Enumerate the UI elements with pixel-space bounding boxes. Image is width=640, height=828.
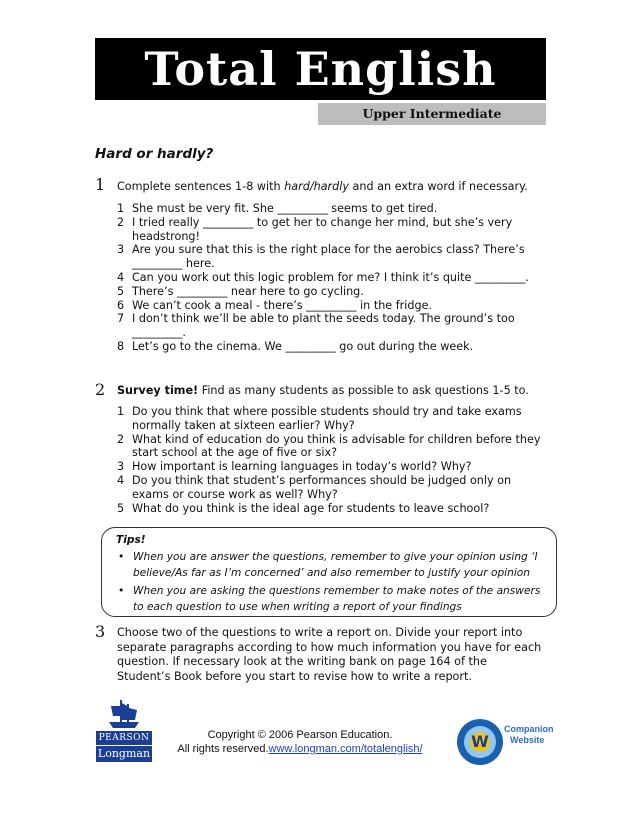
exercise2-item	[117, 405, 542, 433]
website-link[interactable]: www.longman.com/totalenglish/	[268, 743, 423, 755]
exercise1-item	[117, 299, 542, 313]
tip-text: When you are answer the questions, remember to give your opinion using ‘I believe/As far as I’m concerned’ and also remember to justify your opinion	[133, 551, 538, 579]
rights-line: All rights reserved.www.longman.com/totalenglish/	[177, 743, 423, 755]
exercise1-item-number: 5	[117, 284, 125, 298]
exercise2-item-number: 3	[117, 460, 125, 474]
badge-letter: W	[471, 732, 489, 751]
level-label: Upper Intermediate	[318, 103, 546, 125]
pearson-longman-logo	[96, 698, 152, 762]
publisher-longman: Longman	[97, 747, 151, 760]
exercise1-item	[117, 202, 542, 216]
exercise1-item-number: 1	[117, 202, 125, 215]
exercise2-item	[117, 460, 542, 474]
tips-box	[101, 527, 557, 617]
exercise1-item-text: I tried really _________ to get her to change her mind, but she’s very headstrong!	[132, 215, 513, 243]
copyright-block	[165, 728, 435, 756]
exercise2-item-text: Do you think that student’s performances should be judged only on exams or course work as well? Why?	[132, 473, 512, 501]
exercise2-item	[117, 502, 542, 516]
exercise2-item-text: Do you think that where possible students should try and take exams normally taken at sixteen earlier? Why?	[132, 405, 522, 432]
exercise1-item-number: 6	[117, 298, 125, 312]
exercise2-item-number: 4	[117, 473, 125, 487]
tip-item	[116, 583, 542, 615]
exercise-1-list	[117, 202, 542, 354]
exercise1-item	[117, 243, 542, 271]
exercise2-item-number: 5	[117, 501, 125, 515]
exercise1-item-text: I don’t think we’ll be able to plant the seeds today. The ground’s too _________.	[132, 312, 515, 340]
exercise2-item	[117, 474, 542, 502]
publisher-pearson: PEARSON	[98, 733, 150, 743]
exercise2-item-text: What kind of education do you think is advisable for children before they start school at the age of five or six?	[132, 432, 541, 460]
companion-label: Companion Website	[504, 724, 554, 745]
exercise-1-instruction: Complete sentences 1-8 with hard/hardly and an extra word if necessary.	[117, 180, 528, 193]
exercise-2-number: 2	[95, 380, 106, 399]
exercise1-item-text: We can’t cook a meal - there’s _________ in the fridge.	[132, 298, 433, 312]
exercise1-item	[117, 271, 542, 285]
tips-heading: Tips!	[116, 534, 146, 546]
exercise1-item-number: 2	[117, 215, 125, 229]
exercise-3-number: 3	[95, 622, 106, 641]
exercise-2-instruction: Survey time! Find as many students as possible to ask questions 1-5 to.	[117, 384, 529, 397]
worksheet-title: Hard or hardly?	[95, 146, 214, 162]
exercise1-item	[117, 285, 542, 299]
exercise2-item-text: How important is learning languages in today’s world? Why?	[132, 460, 472, 474]
exercise1-item-text: Can you work out this logic problem for me? I think it’s quite _________.	[132, 270, 529, 284]
exercise1-item-number: 4	[117, 270, 125, 284]
exercise2-item-number: 2	[117, 432, 125, 446]
exercise1-item-text: There’s _________ near here to go cycling.	[132, 284, 364, 298]
exercise1-item-text: She must be very fit. She _________ seems to get tired.	[132, 202, 438, 215]
header-banner: Total English	[95, 38, 546, 100]
exercise1-item-number: 8	[117, 339, 125, 353]
bullet-icon: •	[118, 585, 125, 597]
exercise1-item-text: Are you sure that this is the right place for the aerobics class? There’s _________ here.	[132, 243, 525, 271]
exercise1-item	[117, 340, 542, 354]
exercise1-item-number: 3	[117, 243, 125, 257]
exercise-1-number: 1	[95, 175, 106, 194]
tip-text: When you are asking the questions remember to make notes of the answers to each question to use when writing a report of your findings	[133, 585, 541, 613]
exercise1-item-number: 7	[117, 312, 125, 326]
exercise2-item	[117, 433, 542, 461]
exercise1-item-text: Let’s go to the cinema. We _________ go out during the week.	[132, 339, 474, 353]
tip-item	[116, 549, 542, 581]
copyright-text: Copyright © 2006 Pearson Education.	[207, 729, 393, 741]
exercise-2-list	[117, 405, 542, 515]
bullet-icon: •	[118, 551, 125, 563]
companion-website-badge[interactable]	[456, 718, 554, 766]
exercise2-item-text: What do you think is the ideal age for students to leave school?	[132, 501, 490, 515]
exercise2-item-number: 1	[117, 405, 125, 418]
exercise1-item	[117, 312, 542, 340]
tips-list	[116, 549, 542, 615]
exercise-3-text: Choose two of the questions to write a report on. Divide your report into separate paragraphs according to how much information you have for each question. If necessary look at the writing bank on page 164 of the Student’s Book before you start to revise how to write a report.	[117, 626, 542, 683]
exercise1-item	[117, 216, 542, 244]
